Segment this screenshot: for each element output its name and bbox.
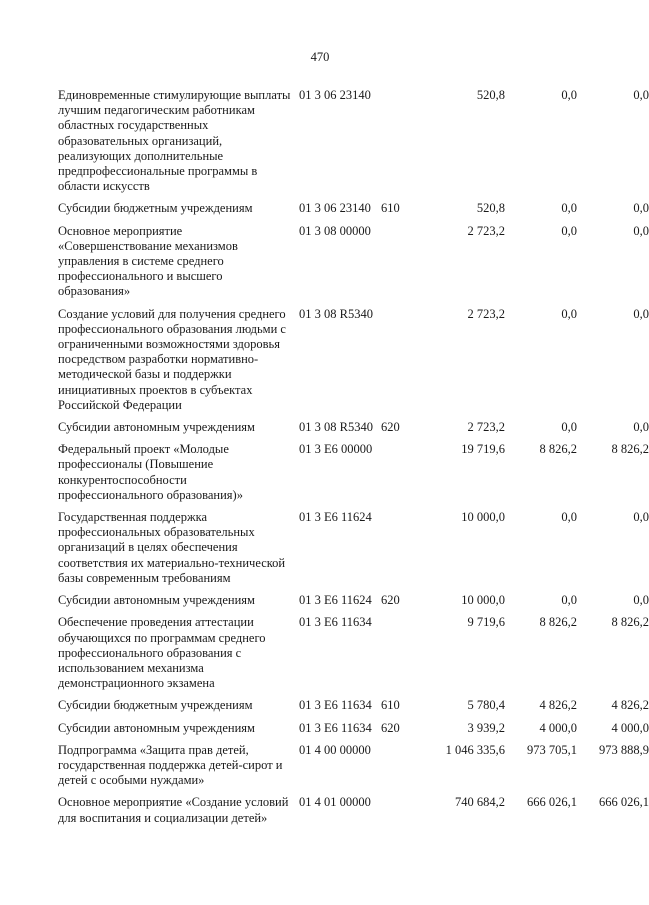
table-row [58,201,649,216]
row-code: 01 3 08 00000 [299,223,371,238]
table-row [58,795,649,825]
row-expense-type: 620 [381,593,400,608]
budget-table [58,88,649,833]
row-amount-2: 4 000,0 [539,720,577,735]
row-name: Создание условий для получения среднего профессионального образования людьми с ограниченными возможностями здоровья посредством разработки нормативно-методической базы и поддержки инициативных проектов в субъектах Российской Федерации [58,306,286,412]
row-code: 01 3 E6 11624 [299,593,372,608]
row-amount-3: 4 826,2 [611,698,649,713]
row-amount-2: 0,0 [561,420,577,435]
row-code: 01 3 08 R5340 [299,306,373,321]
row-code: 01 4 00 00000 [299,742,371,757]
row-name: Федеральный проект «Молодые профессионалы (Повышение конкурентоспособности профессионального образования)» [58,442,243,502]
table-row [58,615,649,691]
row-amount-2: 0,0 [561,223,577,238]
row-name: Обеспечение проведения аттестации обучающихся по программам среднего профессионального образования с использованием механизма демонстрационного экзамена [58,615,266,691]
row-amount-3: 8 826,2 [611,615,649,630]
row-amount-1: 520,8 [476,88,505,102]
row-amount-1: 5 780,4 [467,698,505,713]
row-amount-2: 4 826,2 [539,698,577,713]
row-code: 01 3 06 23140 [299,88,371,102]
table-row [58,88,649,194]
row-amount-2: 0,0 [561,88,577,102]
row-amount-1: 2 723,2 [467,306,505,321]
row-amount-3: 0,0 [633,420,649,435]
row-amount-1: 2 723,2 [467,223,505,238]
row-name: Государственная поддержка профессиональных образовательных организаций в целях обеспечения соответствия их материально-технической базы современным требованиям [58,510,286,585]
row-amount-2: 973 705,1 [527,742,577,757]
row-name: Субсидии автономным учреждениям [58,420,255,435]
row-name: Субсидии бюджетным учреждениям [58,201,253,216]
table-row [58,510,649,586]
row-code: 01 3 E6 11634 [299,698,372,713]
row-name: Основное мероприятие «Совершенствование механизмов управления в системе среднего профессионального и высшего образования» [58,223,238,299]
row-amount-3: 666 026,1 [599,795,649,810]
row-code: 01 3 E6 11634 [299,720,372,735]
table-row [58,420,649,435]
table-row [58,698,649,713]
row-amount-2: 0,0 [561,593,577,608]
row-amount-2: 0,0 [561,510,577,525]
row-name: Субсидии бюджетным учреждениям [58,698,253,713]
row-expense-type: 610 [381,201,400,216]
table-row [58,721,649,736]
row-code: 01 3 08 R5340 [299,420,373,435]
row-code: 01 3 E6 11624 [299,510,372,525]
table-row [58,224,649,300]
row-expense-type: 620 [381,420,400,435]
row-amount-1: 3 939,2 [467,720,505,735]
row-amount-1: 9 719,6 [467,615,505,630]
row-name: Субсидии автономным учреждениям [58,593,255,608]
row-code: 01 4 01 00000 [299,795,371,810]
row-amount-3: 0,0 [633,201,649,216]
row-amount-3: 973 888,9 [599,742,649,757]
row-amount-3: 0,0 [633,306,649,321]
row-amount-1: 520,8 [476,201,505,216]
row-amount-1: 1 046 335,6 [445,742,505,757]
row-amount-2: 666 026,1 [527,795,577,810]
row-amount-2: 8 826,2 [539,442,577,457]
row-name: Единовременные стимулирующие выплаты лучшим педагогическим работникам областных государственных образовательных организаций, реализующих дополнительные предпрофессиональные программы в области искусств [58,88,291,194]
row-name: Основное мероприятие «Создание условий для воспитания и социализации детей» [58,795,289,825]
table-row [58,442,649,503]
row-code: 01 3 E6 00000 [299,442,373,457]
row-code: 01 3 E6 11634 [299,615,372,630]
row-amount-2: 0,0 [561,306,577,321]
row-amount-1: 10 000,0 [461,593,505,608]
row-amount-3: 0,0 [633,88,649,102]
row-amount-1: 2 723,2 [467,420,505,435]
page-number: 470 [310,50,330,64]
row-amount-1: 19 719,6 [461,442,505,457]
row-amount-3: 8 826,2 [611,442,649,457]
row-expense-type: 620 [381,720,400,735]
row-amount-2: 0,0 [561,201,577,216]
row-name: Подпрограмма «Защита прав детей, государственная поддержка детей-сирот и детей с особыми нуждами» [58,742,283,788]
table-row [58,743,649,789]
row-expense-type: 610 [381,698,400,713]
row-code: 01 3 06 23140 [299,201,371,216]
row-name: Субсидии автономным учреждениям [58,720,255,735]
row-amount-3: 0,0 [633,593,649,608]
row-amount-1: 10 000,0 [461,510,505,525]
row-amount-1: 740 684,2 [455,795,505,810]
row-amount-3: 0,0 [633,510,649,525]
table-row [58,593,649,608]
row-amount-3: 0,0 [633,223,649,238]
row-amount-3: 4 000,0 [611,720,649,735]
table-row [58,307,649,413]
row-amount-2: 8 826,2 [539,615,577,630]
